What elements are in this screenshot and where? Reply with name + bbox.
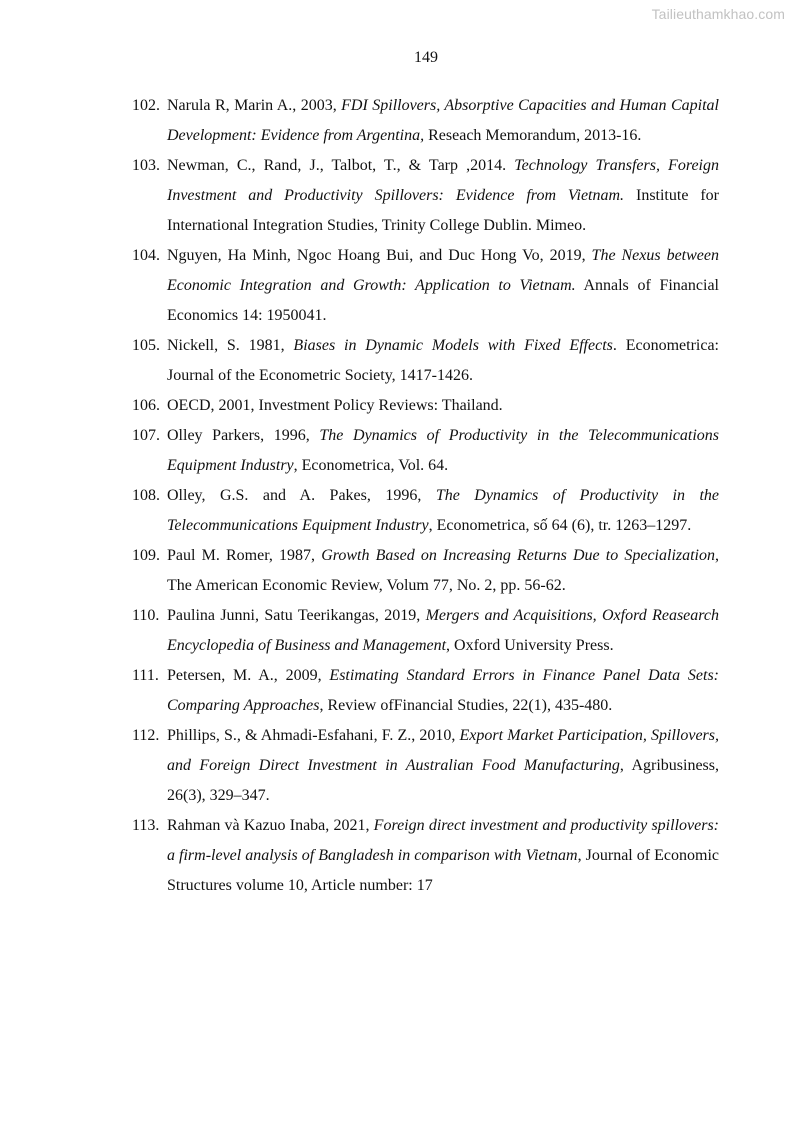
reference-item: [132, 811, 719, 901]
reference-detail: Rahman và Kazuo Inaba, 2021,: [167, 817, 374, 834]
reference-detail: Annals of Financial Economics 14: 1950041.: [167, 277, 720, 324]
reference-number: 104.: [132, 247, 160, 264]
reference-detail: Paulina Junni, Satu Teerikangas, 2019,: [167, 607, 426, 624]
reference-title: Technology Transfers, Foreign Investment and Productivity Spillovers: Evidence from Vietnam.: [167, 157, 719, 204]
reference-title: The Nexus between Economic Integration and Growth: Application to Vietnam.: [167, 247, 719, 294]
reference-text: [167, 151, 719, 241]
reference-text: [167, 541, 719, 601]
reference-text: [167, 391, 719, 421]
reference-item: [132, 481, 719, 541]
reference-text: [167, 601, 719, 661]
reference-number: 107.: [132, 427, 160, 444]
reference-item: [132, 391, 719, 421]
reference-number: 112.: [132, 727, 160, 744]
reference-detail: Nickell, S. 1981,: [167, 337, 294, 354]
reference-title: Foreign direct investment and productivity spillovers: a firm-level analysis of Bangladesh in comparison with Vietnam: [167, 817, 719, 864]
reference-detail: Phillips, S., & Ahmadi-Esfahani, F. Z., 2010,: [167, 727, 460, 744]
reference-item: [132, 661, 719, 721]
reference-text: [167, 331, 719, 391]
reference-detail: , Econometrica, Vol. 64.: [293, 457, 449, 474]
reference-detail: Petersen, M. A., 2009,: [167, 667, 330, 684]
reference-item: [132, 331, 719, 391]
reference-detail: Paul M. Romer, 1987,: [167, 547, 322, 564]
reference-text: [167, 811, 719, 901]
reference-detail: Olley, G.S. and A. Pakes, 1996,: [167, 487, 436, 504]
reference-list: [132, 91, 719, 901]
reference-detail: , Review ofFinancial Studies, 22(1), 435-480.: [319, 697, 613, 714]
reference-title: The Dynamics of Productivity in the Telecommunications Equipment Industry: [167, 487, 720, 534]
reference-item: [132, 721, 719, 811]
reference-title: FDI Spillovers, Absorptive Capacities and Human Capital Development: Evidence from Argentina,: [167, 97, 719, 144]
reference-detail: Reseach Memorandum, 2013-16.: [424, 127, 642, 144]
reference-title: Growth Based on Increasing Returns Due to Specialization: [321, 547, 716, 564]
reference-detail: Newman, C., Rand, J., Talbot, T., & Tarp ,2014.: [167, 157, 515, 174]
reference-text: [167, 721, 719, 811]
reference-detail: Olley Parkers, 1996,: [167, 427, 320, 444]
reference-detail: , Econometrica, số 64 (6), tr. 1263–1297.: [428, 517, 692, 534]
reference-title: Biases in Dynamic Models with Fixed Effects: [293, 337, 613, 354]
reference-text: [167, 661, 719, 721]
reference-title: Export Market Participation, Spillovers, and Foreign Direct Investment in Australian Food Manufacturing: [167, 727, 719, 774]
reference-item: [132, 541, 719, 601]
reference-detail: Institute for International Integration Studies, Trinity College Dublin. Mimeo.: [167, 187, 720, 234]
reference-title: Mergers and Acquisitions, Oxford Reasearch Encyclopedia of Business and Management: [167, 607, 720, 654]
reference-detail: OECD, 2001, Investment Policy Reviews: Thailand.: [167, 397, 503, 414]
reference-text: [167, 421, 719, 481]
reference-number: 109.: [132, 547, 160, 564]
reference-item: [132, 421, 719, 481]
reference-detail: Narula R, Marin A., 2003,: [167, 97, 342, 114]
reference-item: [132, 241, 719, 331]
reference-number: 106.: [132, 397, 160, 414]
reference-number: 113.: [132, 817, 160, 834]
reference-detail: , Agribusiness, 26(3), 329–347.: [167, 757, 720, 804]
page-number: 149: [414, 49, 438, 66]
reference-number: 111.: [132, 667, 159, 684]
reference-title: The Dynamics of Productivity in the Telecommunications Equipment Industry: [167, 427, 720, 474]
reference-item: [132, 91, 719, 151]
reference-number: 103.: [132, 157, 160, 174]
reference-title: Estimating Standard Errors in Finance Panel Data Sets: Comparing Approaches: [167, 667, 719, 714]
reference-text: [167, 91, 719, 151]
reference-detail: , Oxford University Press.: [446, 637, 614, 654]
reference-number: 105.: [132, 337, 160, 354]
reference-text: [167, 481, 719, 541]
reference-detail: , The American Economic Review, Volum 77, No. 2, pp. 56-62.: [167, 547, 720, 594]
reference-detail: Nguyen, Ha Minh, Ngoc Hoang Bui, and Duc Hong Vo, 2019,: [167, 247, 592, 264]
reference-text: [167, 241, 719, 331]
reference-item: [132, 151, 719, 241]
watermark-text: Tailieuthamkhao.com: [651, 6, 785, 22]
reference-detail: , Journal of Economic Structures volume 10, Article number: 17: [167, 847, 720, 894]
reference-number: 108.: [132, 487, 160, 504]
reference-number: 110.: [132, 607, 160, 624]
reference-number: 102.: [132, 97, 160, 114]
reference-detail: . Econometrica: Journal of the Econometric Society, 1417-1426.: [167, 337, 719, 384]
reference-item: [132, 601, 719, 661]
